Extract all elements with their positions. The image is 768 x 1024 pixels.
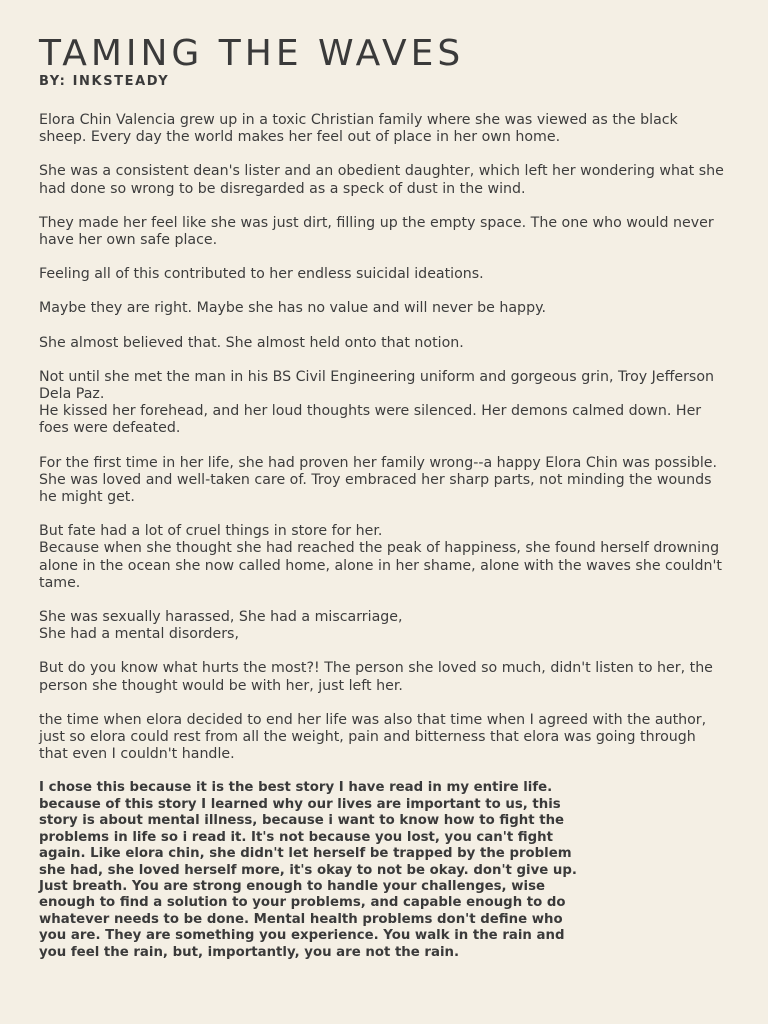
synopsis-paragraph: They made her feel like she was just dirt, filling up the empty space. The one who would never have her own safe place. — [39, 214, 714, 249]
synopsis-paragraph: the time when elora decided to end her life was also that time when I agreed with the author, just so elora could rest from all the weight, pain and bitterness that elora was going through that even I couldn't handle. — [39, 711, 707, 763]
document-title: TAMING THE WAVES — [39, 33, 465, 74]
synopsis-paragraph: Feeling all of this contributed to her endless suicidal ideations. — [39, 266, 484, 283]
author-byline: BY: INKSTEADY — [39, 74, 170, 89]
synopsis-paragraph: She was sexually harassed, She had a miscarriage, She had a mental disorders, — [39, 609, 403, 643]
synopsis-paragraph: But fate had a lot of cruel things in store for her. Because when she thought she had reached the peak of happiness, she found herself drowning alone in the ocean she now called home, alone in her shame, alone with the waves she couldn't tame. — [39, 523, 722, 591]
personal-review: I chose this because it is the best story I have read in my entire life. because of this story I learned why our lives are important to us, this story is about mental illness, because i want to know how to fight the problems in life so i read it. It's not because you lost, you can't fight again. Like elora chin, she didn't let herself be trapped by the problem she had, she loved herself more, it's okay to not be okay. don't give up. Just breath. You are strong enough to handle your challenges, wise enough to find a solution to your problems, and capable enough to do whatever needs to be done. Mental health problems don't define who you are. They are something you experience. You walk in the rain and you feel the rain, but, importantly, you are not the rain. — [39, 780, 577, 960]
synopsis-paragraph: She was a consistent dean's lister and an obedient daughter, which left her wondering what she had done so wrong to be disregarded as a speck of dust in the wind. — [39, 163, 724, 197]
synopsis-paragraph: She almost believed that. She almost held onto that notion. — [39, 334, 464, 351]
synopsis-paragraph: For the first time in her life, she had proven her family wrong--a happy Elora Chin was possible. She was loved and well-taken care of. Troy embraced her sharp parts, not minding the wounds he might get. — [39, 454, 718, 506]
synopsis-paragraph: Not until she met the man in his BS Civil Engineering uniform and gorgeous grin, Troy Jefferson Dela Paz. He kissed her forehead, and her loud thoughts were silenced. Her demons calmed down. Her foes were defeated. — [39, 368, 714, 437]
synopsis-paragraph: Maybe they are right. Maybe she has no value and will never be happy. — [39, 300, 546, 317]
story-synopsis — [39, 112, 728, 763]
synopsis-paragraph: But do you know what hurts the most?! The person she loved so much, didn't listen to her, the person she thought would be with her, just left her. — [39, 660, 713, 694]
synopsis-paragraph: Elora Chin Valencia grew up in a toxic Christian family where she was viewed as the black sheep. Every day the world makes her feel out of place in her own home. — [39, 112, 678, 146]
